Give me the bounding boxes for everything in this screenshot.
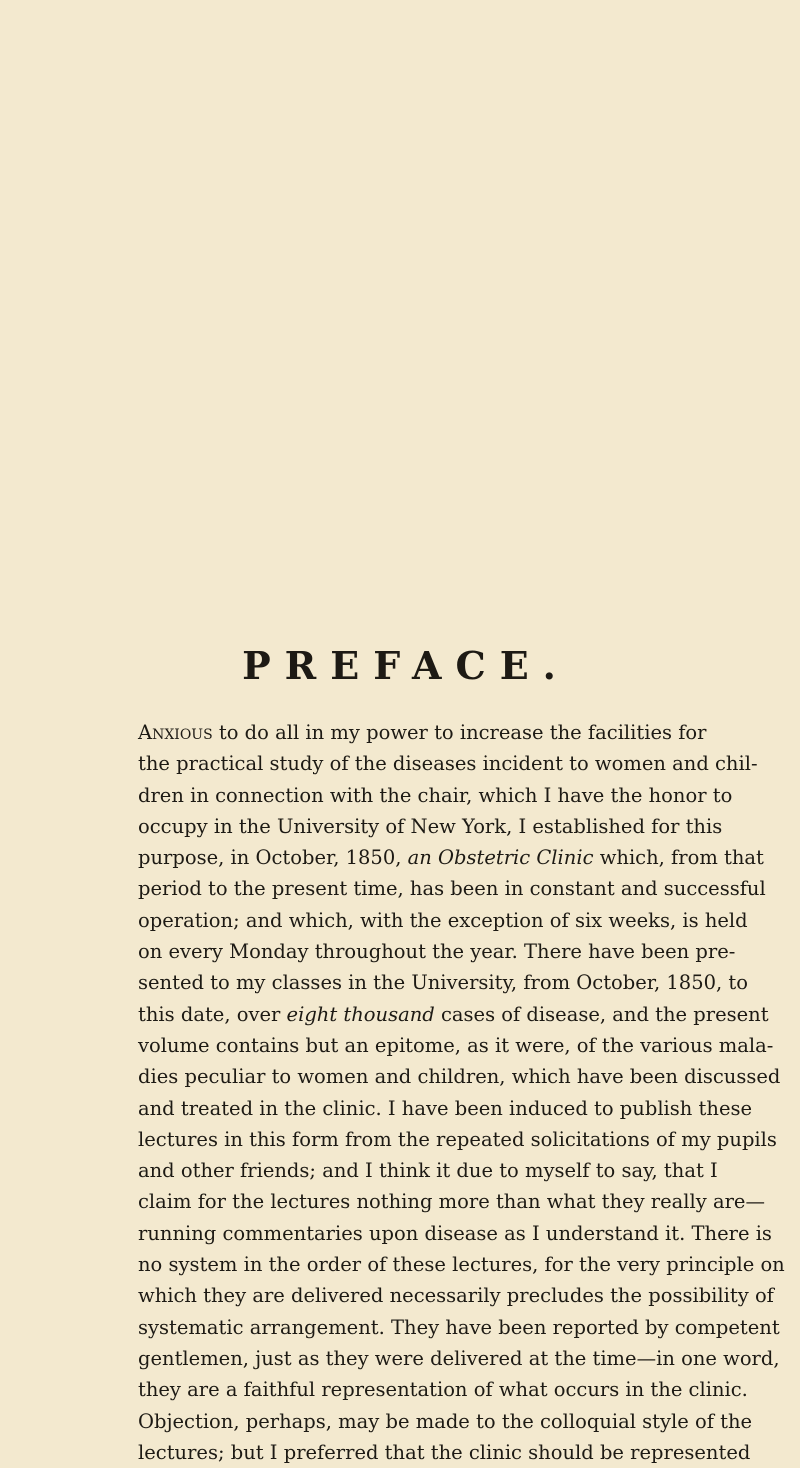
- text-line: [138, 873, 766, 904]
- text-segment: running commentaries upon disease as I understand it. There is: [138, 1221, 772, 1245]
- text-line: [138, 1218, 772, 1249]
- text-segment: volume contains but an epitome, as it were, of the various mala-: [138, 1033, 774, 1057]
- text-segment: claim for the lectures nothing more than what they really are—: [138, 1190, 765, 1214]
- text-line: [138, 936, 736, 967]
- text-segment: operation; and which, with the exception of six weeks, is held: [138, 908, 748, 932]
- text-segment: which, from that: [593, 846, 764, 870]
- text-segment: dren in connection with the chair, which I have the honor to: [138, 783, 733, 807]
- text-segment: systematic arrangement. They have been reported by competent: [138, 1315, 780, 1339]
- text-line: [138, 1061, 781, 1092]
- text-segment: cases of disease, and the present: [434, 1002, 769, 1026]
- text-line: [138, 905, 748, 936]
- text-segment: this date, over: [138, 1002, 287, 1026]
- text-line: [138, 1030, 774, 1061]
- text-segment: which they are delivered necessarily precludes the possibility of: [138, 1284, 774, 1308]
- preface-heading: PREFACE.: [242, 643, 570, 688]
- text-line: [138, 1437, 751, 1468]
- text-line: [138, 1343, 780, 1374]
- text-segment: occupy in the University of New York, I established for this: [138, 814, 723, 838]
- text-segment: on every Monday throughout the year. There have been pre-: [138, 940, 736, 964]
- text-line: [138, 1124, 777, 1155]
- text-line: [138, 1374, 748, 1405]
- text-line: [138, 1406, 753, 1437]
- text-segment: dies peculiar to women and children, which have been discussed: [138, 1065, 781, 1089]
- text-line: [138, 999, 769, 1030]
- text-segment: sented to my classes in the University, from October, 1850, to: [138, 971, 748, 995]
- text-line: [138, 811, 723, 842]
- text-line: [138, 967, 748, 998]
- text-segment: purpose, in October, 1850,: [138, 846, 408, 870]
- text-line: [138, 1280, 774, 1311]
- text-segment: an Obstetric Clinic: [407, 846, 594, 870]
- text-line: [138, 717, 707, 748]
- text-segment: lectures; but I preferred that the clinic should be represented: [138, 1440, 751, 1464]
- text-line: [138, 748, 758, 779]
- text-segment: Objection, perhaps, may be made to the colloquial style of the: [138, 1409, 753, 1433]
- text-segment: no system in the order of these lectures, for the very principle on: [138, 1253, 785, 1277]
- text-segment: gentlemen, just as they were delivered at the time—in one word,: [138, 1346, 780, 1370]
- text-line: [138, 1186, 765, 1217]
- text-line: [138, 1249, 785, 1280]
- text-segment: they are a faithful representation of what occurs in the clinic.: [138, 1378, 748, 1402]
- text-segment: period to the present time, has been in constant and successful: [138, 877, 766, 901]
- text-line: [138, 842, 764, 873]
- text-segment: and treated in the clinic. I have been induced to publish these: [138, 1096, 753, 1120]
- text-line: [138, 1312, 780, 1343]
- text-line: [138, 1093, 753, 1124]
- text-segment: lectures in this form from the repeated solicitations of my pupils: [138, 1127, 777, 1151]
- text-segment: Anxious: [138, 721, 213, 744]
- text-line: [138, 1155, 718, 1186]
- text-segment: to do all in my power to increase the facilities for: [212, 721, 707, 744]
- text-segment: and other friends; and I think it due to myself to say, that I: [138, 1159, 718, 1183]
- text-segment: eight thousand: [286, 1002, 435, 1026]
- preface-body-text: [138, 717, 785, 1468]
- text-line: [138, 780, 733, 811]
- text-segment: the practical study of the diseases incident to women and chil-: [138, 752, 758, 776]
